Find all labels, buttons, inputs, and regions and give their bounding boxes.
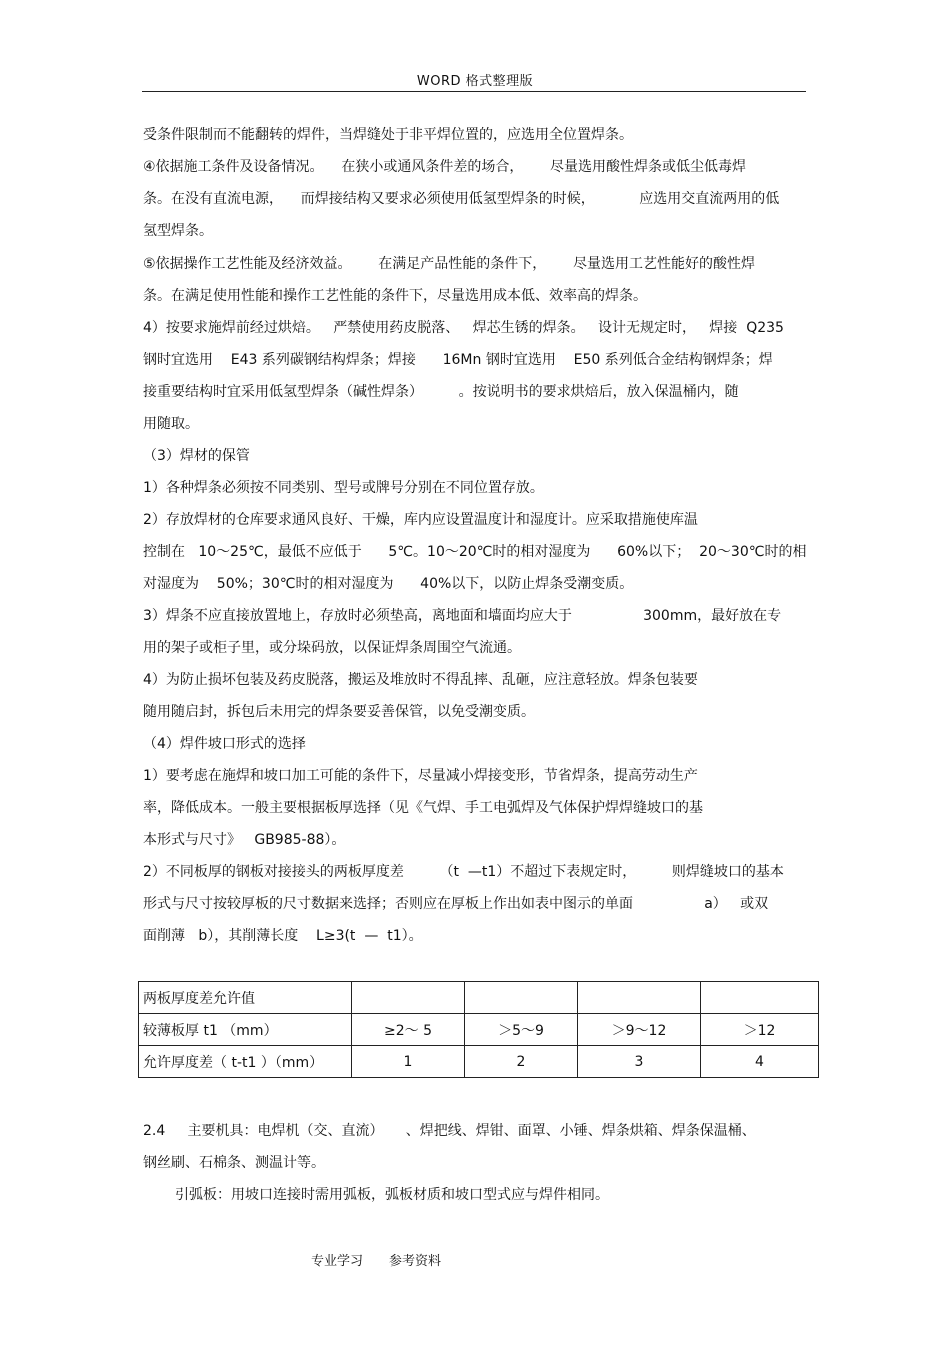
header-rule [142, 91, 806, 92]
body-line: 钢丝刷、石棉条、测温计等。 [143, 1155, 325, 1171]
table-row [139, 1046, 819, 1078]
body-line: 受条件限制而不能翻转的焊件，当焊缝处于非平焊位置的，应选用全位置焊条。 [143, 127, 633, 143]
body-line: 控制在 10～25℃，最低不应低于 5℃。10～20℃时的相对湿度为 60%以下； 20～30℃时的相 [143, 544, 807, 560]
table-cell [352, 982, 465, 1014]
body-line: 对湿度为 50%；30℃时的相对湿度为 40%以下，以防止焊条受潮变质。 [143, 576, 634, 592]
body-line: 3）焊条不应直接放置地上，存放时必须垫高，离地面和墙面均应大于 300mm，最好放在专 [143, 608, 782, 624]
table-cell: 3 [578, 1046, 701, 1078]
table-cell: 较薄板厚 t1 （mm） [139, 1014, 352, 1046]
section-heading: （3）焊材的保管 [143, 448, 250, 464]
body-line: 氢型焊条。 [143, 223, 213, 239]
table-cell: 允许厚度差（ t-t1 ）（mm） [139, 1046, 352, 1078]
body-line: 2.4 主要机具：电焊机（交、直流） 、焊把线、焊钳、面罩、小锤、焊条烘箱、焊条保温桶、 [143, 1123, 756, 1139]
table-cell: 4 [701, 1046, 819, 1078]
table-cell: 1 [352, 1046, 465, 1078]
table-cell: ＞9～12 [578, 1014, 701, 1046]
thickness-table [138, 981, 819, 1078]
body-line: 1）各种焊条必须按不同类别、型号或牌号分别在不同位置存放。 [143, 480, 544, 496]
body-line: 用随取。 [143, 416, 199, 432]
body-line: 2）不同板厚的钢板对接接头的两板厚度差 （t —t1）不超过下表规定时， 则焊缝坡口的基本 [143, 864, 784, 880]
body-line: 率，降低成本。一般主要根据板厚选择（见《气焊、手工电弧焊及气体保护焊焊缝坡口的基 [143, 800, 703, 816]
body-line: 形式与尺寸按较厚板的尺寸数据来选择；否则应在厚板上作出如表中图示的单面 a） 或双 [143, 896, 769, 912]
table-cell: ＞5～9 [465, 1014, 578, 1046]
table-cell [465, 982, 578, 1014]
body-line: 钢时宜选用 E43 系列碳钢结构焊条；焊接 16Mn 钢时宜选用 E50 系列低合金结构钢焊条；焊 [143, 352, 773, 368]
section-heading: （4）焊件坡口形式的选择 [143, 736, 306, 752]
body-line: 接重要结构时宜采用低氢型焊条（碱性焊条） 。按说明书的要求烘焙后，放入保温桶内，随 [143, 384, 739, 400]
body-line: 本形式与尺寸》 GB985-88）。 [143, 832, 346, 848]
table-cell [701, 982, 819, 1014]
body-line: ⑤依据操作工艺性能及经济效益。 在满足产品性能的条件下， 尽量选用工艺性能好的酸性焊 [143, 256, 755, 272]
page-header: WORD 格式整理版 [416, 74, 534, 89]
table-cell: 两板厚度差允许值 [139, 982, 352, 1014]
body-line: 条。在满足使用性能和操作工艺性能的条件下，尽量选用成本低、效率高的焊条。 [143, 288, 647, 304]
page-footer [311, 1250, 467, 1269]
body-line: 引弧板：用坡口连接时需用弧板，弧板材质和坡口型式应与焊件相同。 [175, 1187, 609, 1203]
table-cell: ≥2～ 5 [352, 1014, 465, 1046]
body-line: 随用随启封，拆包后未用完的焊条要妥善保管，以免受潮变质。 [143, 704, 535, 720]
body-line: 2）存放焊材的仓库要求通风良好、干燥，库内应设置温度计和湿度计。应采取措施使库温 [143, 512, 698, 528]
footer-right: 参考资料 [389, 1254, 442, 1269]
body-line: 面削薄 b），其削薄长度 L≥3(t — t1）。 [143, 928, 423, 944]
body-line: 1）要考虑在施焊和坡口加工可能的条件下，尽量减小焊接变形，节省焊条，提高劳动生产 [143, 768, 698, 784]
body-line: ④依据施工条件及设备情况。 在狭小或通风条件差的场合， 尽量选用酸性焊条或低尘低毒焊 [143, 159, 747, 175]
body-line: 4）为防止损坏包装及药皮脱落，搬运及堆放时不得乱摔、乱砸，应注意轻放。焊条包装要 [143, 672, 698, 688]
table-cell: ＞12 [701, 1014, 819, 1046]
body-line: 用的架子或柜子里，或分垛码放，以保证焊条周围空气流通。 [143, 640, 521, 656]
table-row [139, 1014, 819, 1046]
body-line: 条。在没有直流电源， 而焊接结构又要求必须使用低氢型焊条的时候， 应选用交直流两用的低 [143, 191, 780, 207]
footer-left: 专业学习 [311, 1254, 364, 1269]
table-row [139, 982, 819, 1014]
table-cell: 2 [465, 1046, 578, 1078]
table-cell [578, 982, 701, 1014]
body-line: 4）按要求施焊前经过烘焙。 严禁使用药皮脱落、 焊芯生锈的焊条。 设计无规定时， 焊接 Q235 [143, 320, 784, 336]
